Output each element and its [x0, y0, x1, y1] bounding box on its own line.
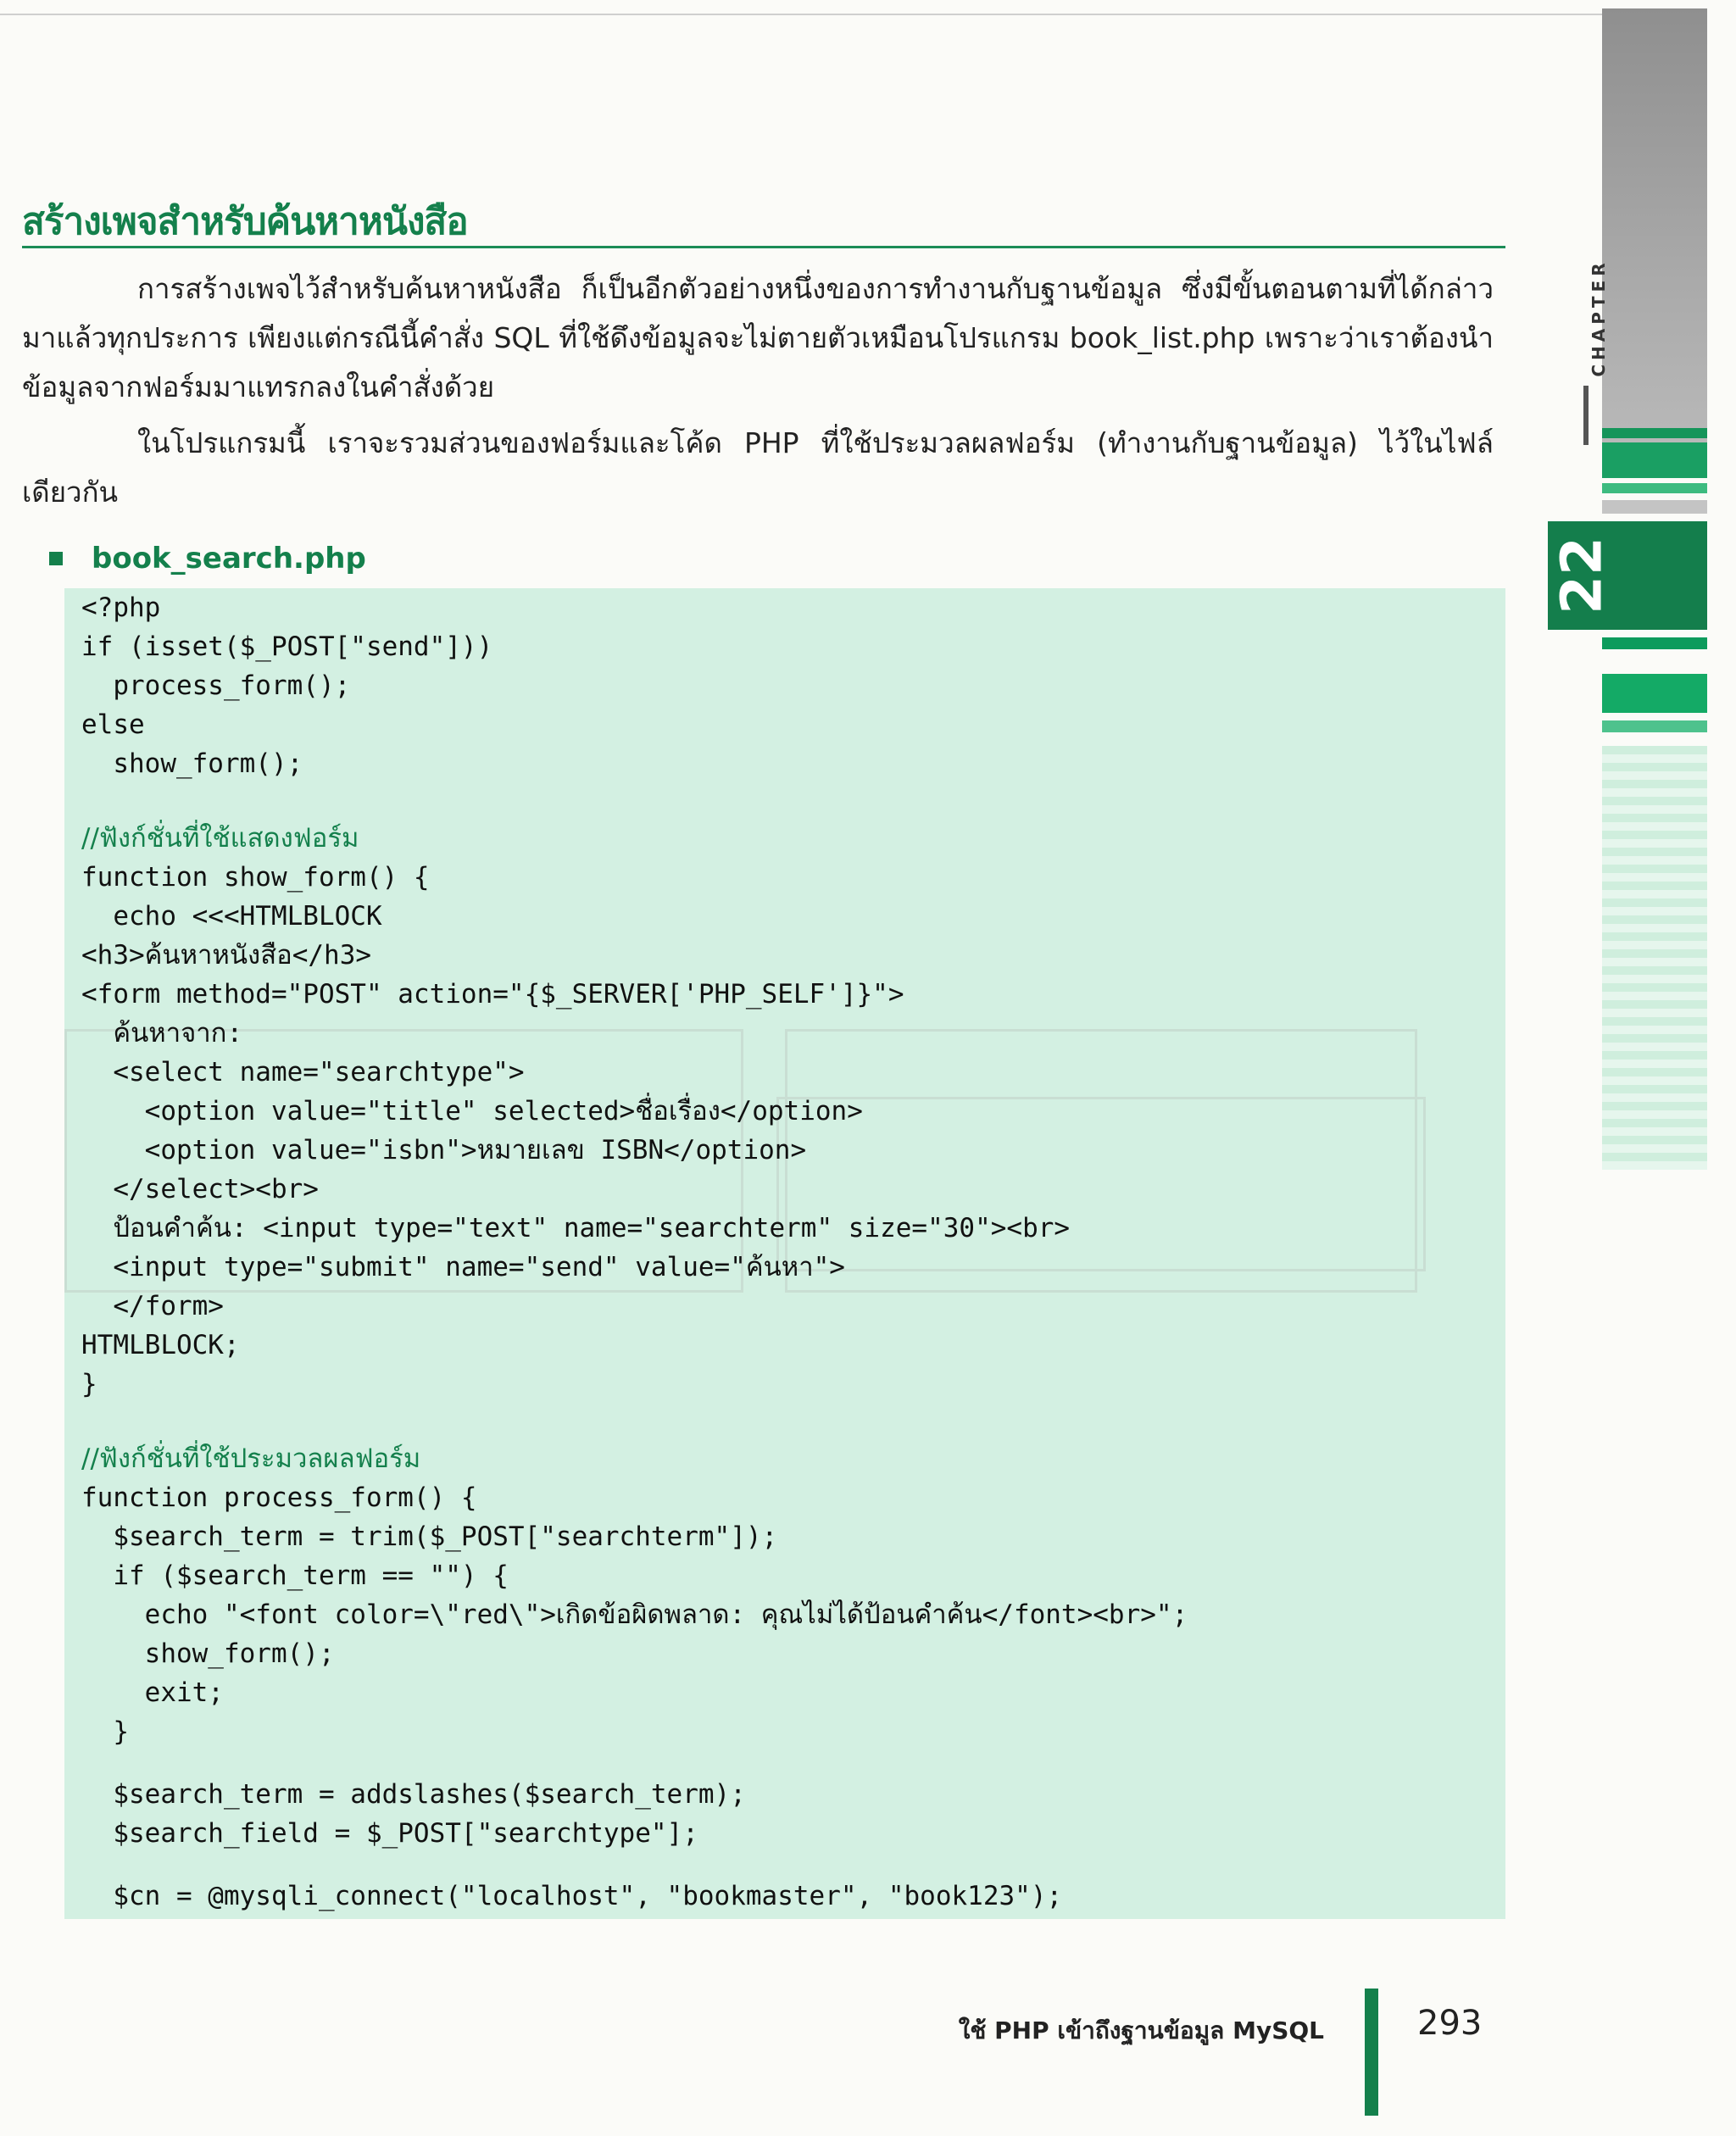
code-line: exit; [81, 1677, 224, 1708]
tab-stripe [1602, 442, 1707, 478]
chapter-label: CHAPTER [1589, 259, 1609, 377]
running-footer: ใช้ PHP เข้าถึงฐานข้อมูล MySQL [958, 2016, 1324, 2044]
chapter-tab-background [1602, 8, 1707, 449]
code-line: } [81, 1369, 97, 1399]
chapter-divider [1583, 386, 1589, 445]
code-line: <form method="POST" action="{$_SERVER['PHP_SELF']}"> [81, 979, 904, 1010]
code-file-name: book_search.php [92, 542, 366, 576]
tab-stripe [1602, 500, 1707, 514]
code-line: <option value="isbn">หมายเลข ISBN</option> [81, 1135, 807, 1165]
tab-stripe [1602, 674, 1707, 713]
code-line: show_form(); [81, 748, 303, 779]
code-line: function show_form() { [81, 862, 430, 893]
code-line: <?php [81, 592, 161, 623]
section-title: สร้างเพจสำหรับค้นหาหนังสือ [22, 200, 468, 243]
code-line: <option value="title" selected>ชื่อเรื่อง</option> [81, 1096, 863, 1126]
code-line: if ($search_term == "") { [81, 1560, 509, 1591]
code-line: if (isset($_POST["send"])) [81, 631, 493, 662]
code-line: $search_term = trim($_POST["searchterm"]); [81, 1521, 778, 1552]
top-rule [0, 14, 1602, 15]
code-line: <input type="submit" name="send" value="ค้นหา"> [81, 1252, 845, 1282]
code-line: echo "<font color=\"red\">เกิดข้อผิดพลาด: คุณไม่ได้ป้อนคำค้น</font><br>"; [81, 1599, 1188, 1630]
code-line: show_form(); [81, 1638, 335, 1669]
code-line: </select><br> [81, 1174, 319, 1204]
code-line: HTMLBLOCK; [81, 1330, 240, 1360]
code-line: } [81, 1716, 129, 1747]
page-number: 293 [1417, 2004, 1483, 2043]
intro-paragraph: การสร้างเพจไว้สำหรับค้นหาหนังสือ ก็เป็นอีกตัวอย่างหนึ่งของการทำงานกับฐานข้อมูล ซึ่งมีขั้นตอนตามที่ได้กล่าวมาแล้วทุกประการ เพียงแต่กรณีนี้คำสั่ง SQL ที่ใช้ดึงข้อมูลจะไม่ตายตัวเหมือนโปรแกรม book_list.php เพราะว่าเราต้องนำข้อมูลจากฟอร์มมาแทรกลงในคำสั่งด้วย [22, 272, 1494, 403]
title-underline [22, 246, 1505, 248]
second-paragraph: ในโปรแกรมนี้ เราจะรวมส่วนของฟอร์มและโค้ด PHP ที่ใช้ประมวลผลฟอร์ม (ทำงานกับฐานข้อมูล) ไว้ในไฟล์เดียวกัน [22, 426, 1494, 509]
code-line: </form> [81, 1291, 224, 1321]
code-line: ป้อนคำค้น: <input type="text" name="searchterm" size="30"><br> [81, 1213, 1071, 1243]
code-line: echo <<<HTMLBLOCK [81, 901, 382, 932]
code-line: $cn = @mysqli_connect("localhost", "bookmaster", "book123"); [81, 1881, 1063, 1911]
tab-faded-stripes [1602, 746, 1707, 1170]
bullet-square-icon [49, 552, 63, 565]
code-line: process_form(); [81, 670, 351, 701]
code-line: function process_form() { [81, 1482, 477, 1513]
tab-stripe [1602, 483, 1707, 493]
chapter-number: 22 [1549, 537, 1615, 615]
code-listing [64, 588, 1505, 1919]
tab-stripe [1602, 720, 1707, 732]
code-line: <select name="searchtype"> [81, 1057, 525, 1087]
tab-stripe [1602, 637, 1707, 649]
code-line: <h3>ค้นหาหนังสือ</h3> [81, 940, 372, 971]
code-line: $search_term = addslashes($search_term); [81, 1779, 746, 1810]
code-line: ค้นหาจาก: [81, 1018, 243, 1049]
code-line: else [81, 709, 145, 740]
code-line: $search_field = $_POST["searchtype"]; [81, 1818, 698, 1849]
code-file-label [49, 537, 366, 580]
code-comment: //ฟังก์ชั่นที่ใช้แสดงฟอร์ม [81, 823, 359, 854]
footer-divider [1365, 1989, 1378, 2116]
code-comment: //ฟังก์ชั่นที่ใช้ประมวลผลฟอร์ม [81, 1443, 421, 1474]
tab-stripe [1602, 428, 1707, 438]
